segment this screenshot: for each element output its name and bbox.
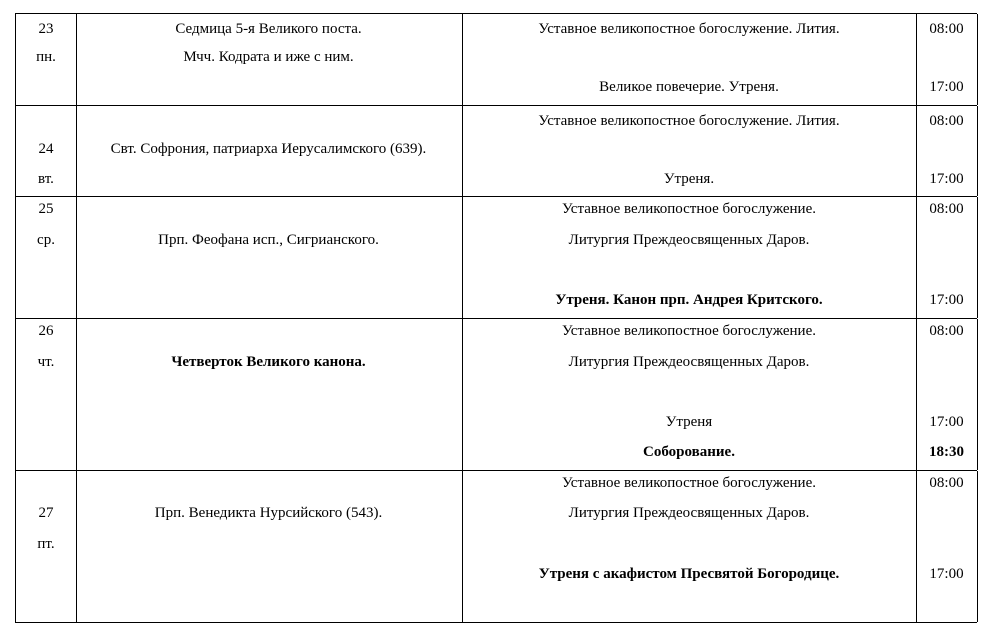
service-line: Уставное великопостное богослужение. bbox=[561, 201, 816, 217]
service-line: Литургия Преждеосвященных Даров. bbox=[568, 505, 810, 521]
service-line: Утреня bbox=[665, 414, 713, 430]
table-row bbox=[15, 470, 977, 623]
feast-cell bbox=[75, 14, 463, 105]
service-line-bold: Соборование. bbox=[643, 444, 735, 460]
feast-cell bbox=[75, 319, 463, 470]
table-row bbox=[15, 196, 977, 318]
service-line: Литургия Преждеосвященных Даров. bbox=[568, 232, 810, 248]
weekday: пн. bbox=[36, 49, 56, 65]
day-number: 26 bbox=[38, 323, 54, 339]
day-cell bbox=[15, 14, 77, 105]
day-number: 27 bbox=[38, 505, 54, 521]
service-line-bold: Утреня с акафистом Пресвятой Богородице. bbox=[538, 566, 840, 582]
time-value: 08:00 bbox=[929, 21, 964, 37]
time-value: 17:00 bbox=[929, 292, 964, 308]
time-cell bbox=[916, 106, 978, 196]
feast-line: Прп. Венедикта Нурсийского (543). bbox=[154, 505, 383, 521]
service-line: Великое повечерие. Утреня. bbox=[599, 79, 779, 95]
weekday: чт. bbox=[37, 354, 55, 370]
weekday: вт. bbox=[38, 171, 54, 187]
day-number: 25 bbox=[38, 201, 54, 217]
day-number: 23 bbox=[38, 21, 54, 37]
table-row bbox=[15, 318, 977, 470]
time-cell bbox=[916, 14, 978, 105]
time-value: 17:00 bbox=[929, 566, 964, 582]
day-cell bbox=[15, 106, 77, 196]
time-value: 17:00 bbox=[929, 414, 964, 430]
time-value: 08:00 bbox=[929, 113, 964, 129]
service-cell bbox=[462, 319, 917, 470]
schedule-table bbox=[15, 13, 977, 623]
service-cell bbox=[462, 106, 917, 196]
feast-line: Свт. Софрония, патриарха Иерусалимского (639). bbox=[110, 141, 427, 157]
feast-cell bbox=[75, 197, 463, 318]
time-cell bbox=[916, 197, 978, 318]
service-cell bbox=[462, 197, 917, 318]
service-line: Литургия Преждеосвященных Даров. bbox=[568, 354, 810, 370]
day-cell bbox=[15, 197, 77, 318]
feast-line: Седмица 5-я Великого поста. bbox=[175, 21, 362, 37]
time-value: 08:00 bbox=[929, 323, 964, 339]
service-line: Уставное великопостное богослужение. Лития. bbox=[538, 113, 840, 129]
day-cell bbox=[15, 319, 77, 470]
time-value-bold: 18:30 bbox=[929, 444, 964, 460]
feast-line: Прп. Феофана исп., Сигрианского. bbox=[158, 232, 379, 248]
time-value: 17:00 bbox=[929, 79, 964, 95]
service-line: Уставное великопостное богослужение. bbox=[561, 475, 816, 491]
table-row bbox=[15, 105, 977, 196]
time-cell bbox=[916, 471, 978, 622]
time-cell bbox=[916, 319, 978, 470]
table-row bbox=[15, 13, 977, 105]
time-value: 08:00 bbox=[929, 201, 964, 217]
service-line-bold: Утреня. Канон прп. Андрея Критского. bbox=[555, 292, 823, 308]
service-cell bbox=[462, 14, 917, 105]
feast-line-bold: Четверток Великого канона. bbox=[171, 354, 366, 370]
feast-cell bbox=[75, 471, 463, 622]
feast-line: Мчч. Кодрата и иже с ним. bbox=[183, 49, 354, 65]
service-cell bbox=[462, 471, 917, 622]
day-number: 24 bbox=[38, 141, 54, 157]
service-line: Уставное великопостное богослужение. bbox=[561, 323, 816, 339]
weekday: ср. bbox=[37, 232, 55, 248]
weekday: пт. bbox=[37, 536, 55, 552]
day-cell bbox=[15, 471, 77, 622]
time-value: 17:00 bbox=[929, 171, 964, 187]
service-line: Уставное великопостное богослужение. Лития. bbox=[538, 21, 840, 37]
time-value: 08:00 bbox=[929, 475, 964, 491]
feast-cell bbox=[75, 106, 463, 196]
service-line: Утреня. bbox=[663, 171, 715, 187]
